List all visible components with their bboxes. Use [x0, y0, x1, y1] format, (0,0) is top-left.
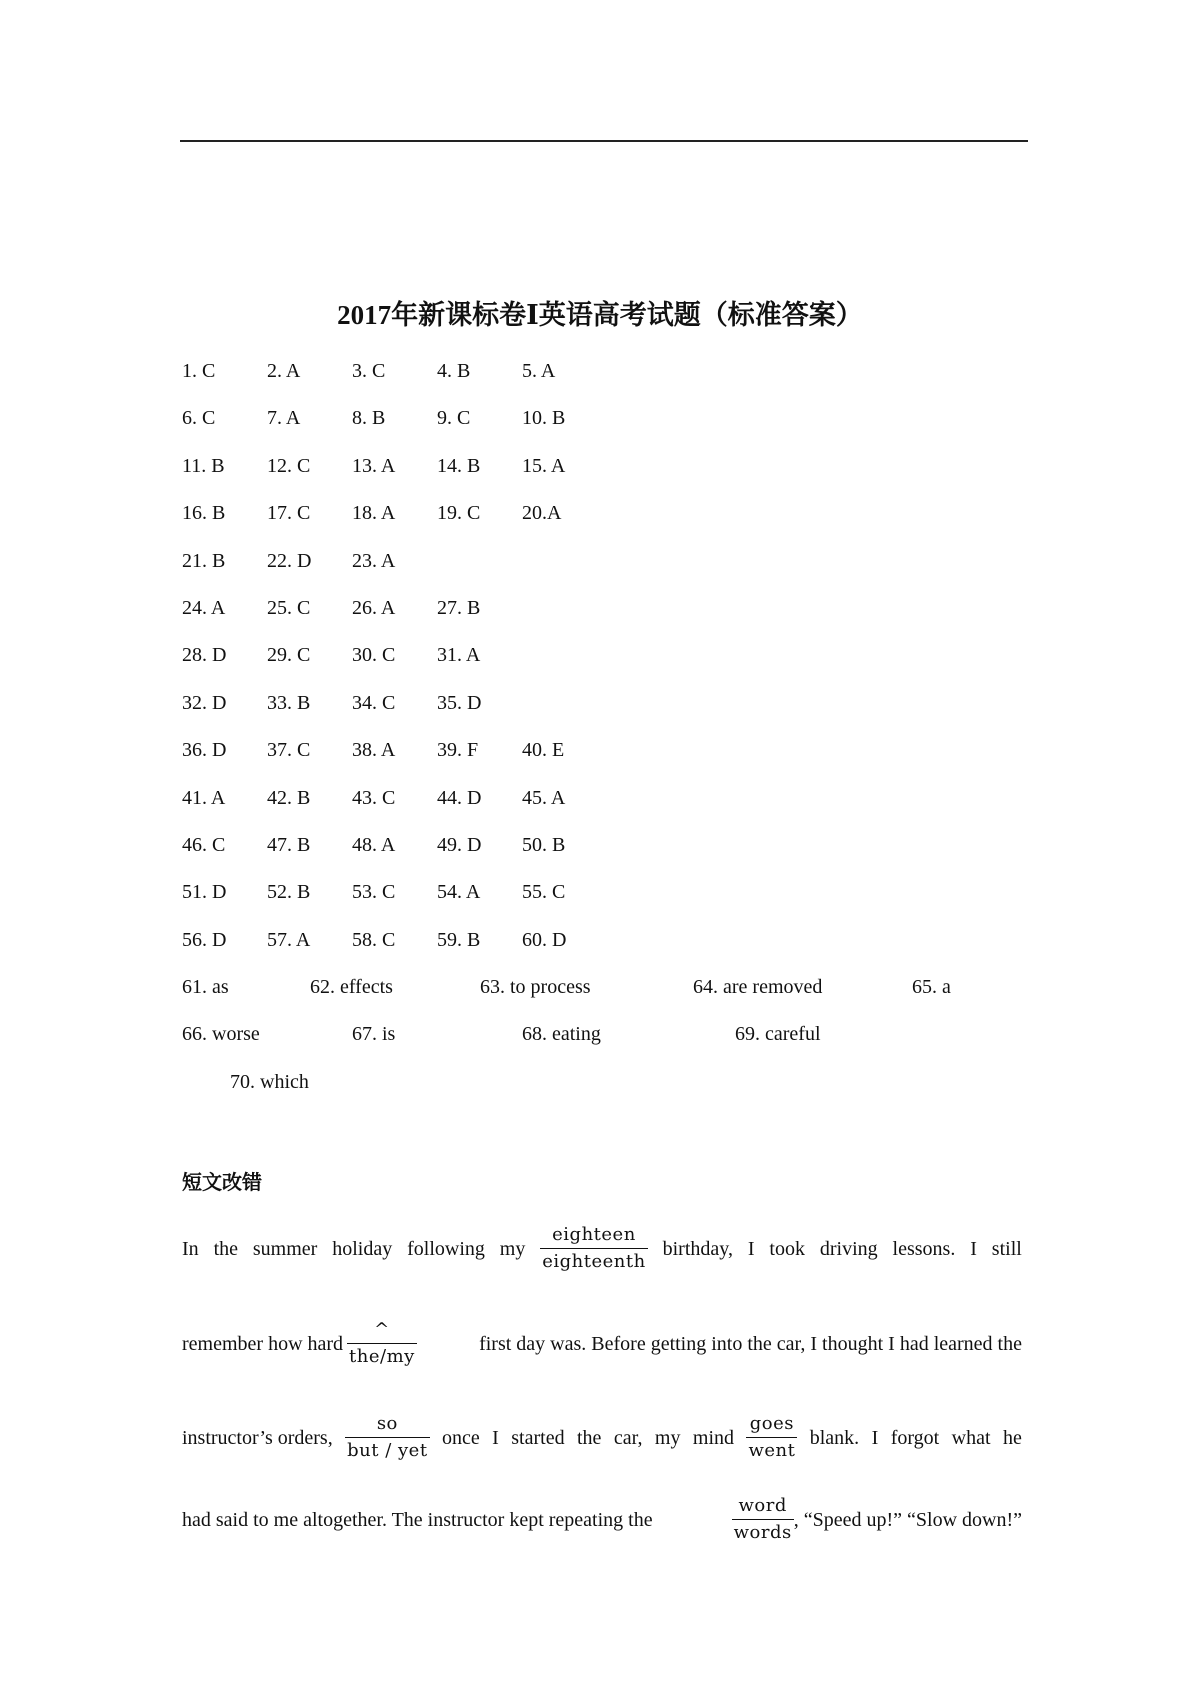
- answer-item: 58. C: [352, 928, 396, 951]
- header-rule: [180, 140, 1028, 142]
- answer-item: 60. D: [522, 928, 567, 951]
- answer-item: 52. B: [267, 881, 311, 904]
- word: forgot: [890, 1426, 940, 1449]
- section-heading-correction: 短文改错: [182, 1170, 262, 1194]
- answer-item: 34. C: [352, 691, 396, 714]
- text-segment: first day was. Before getting into the car, I thought I had learned the: [479, 1332, 1022, 1355]
- answer-item: 1. C: [182, 360, 216, 382]
- answer-row: [182, 593, 1082, 640]
- answer-item: 21. B: [182, 549, 226, 572]
- answer-row: [182, 877, 1082, 924]
- correction-mark-words: [732, 1493, 794, 1546]
- answer-item: 40. E: [522, 739, 565, 762]
- answer-item: 36. D: [182, 739, 227, 762]
- line-end: [732, 1493, 1022, 1546]
- answer-item: 50. B: [522, 833, 566, 856]
- insert-caret: ^: [374, 1319, 390, 1340]
- answer-item: 8. B: [352, 407, 386, 430]
- answer-item: 15. A: [522, 454, 566, 477]
- answer-item: 13. A: [352, 454, 396, 477]
- answer-row: [182, 830, 1082, 877]
- answer-item: 49. D: [437, 833, 482, 856]
- answer-item: 31. A: [437, 644, 481, 667]
- answer-66: 66. worse: [182, 1023, 260, 1046]
- corrected-word: words: [733, 1522, 792, 1543]
- answer-item: 51. D: [182, 881, 227, 904]
- line-start: [182, 1317, 417, 1370]
- answer-item: 5. A: [522, 360, 556, 382]
- word: my: [654, 1426, 681, 1449]
- answer-item: 48. A: [352, 833, 396, 856]
- corrected-word: the/my: [349, 1346, 415, 1367]
- word: I: [492, 1426, 499, 1449]
- word: started: [511, 1426, 565, 1449]
- answer-key: [182, 356, 1082, 1114]
- word: my: [499, 1237, 526, 1260]
- answer-item: 53. C: [352, 881, 396, 904]
- answer-row: [182, 498, 1082, 545]
- answer-item: 2. A: [267, 360, 301, 382]
- answer-item: 54. A: [437, 881, 481, 904]
- answer-row: [182, 640, 1082, 687]
- answer-item: 23. A: [352, 549, 396, 572]
- word: following: [407, 1237, 485, 1260]
- answer-item: 28. D: [182, 644, 227, 667]
- word: still: [991, 1237, 1022, 1260]
- word: birthday,: [662, 1237, 733, 1260]
- word: I: [747, 1237, 755, 1260]
- word: lessons.: [892, 1237, 956, 1260]
- answer-item: 33. B: [267, 691, 311, 714]
- correction-mark-insert: [347, 1317, 417, 1370]
- correction-line-1: [182, 1222, 1022, 1275]
- answer-row: [182, 546, 1082, 593]
- answer-item: 22. D: [267, 549, 312, 572]
- answer-item: 12. C: [267, 454, 311, 477]
- answer-item: 29. C: [267, 644, 311, 667]
- text-segment: remember how hard: [182, 1332, 344, 1355]
- answer-row-66-69: [182, 1019, 1082, 1066]
- answer-item: 4. B: [437, 360, 471, 382]
- corrected-word: but / yet: [347, 1440, 428, 1461]
- answer-item: 43. C: [352, 786, 396, 809]
- answer-item: 3. C: [352, 360, 386, 382]
- correction-mark-went: [746, 1411, 797, 1464]
- word: In: [182, 1237, 199, 1260]
- word: mind: [692, 1426, 735, 1449]
- text-segment: had said to me altogether. The instructor kept repeating the: [182, 1508, 653, 1531]
- answer-item: 44. D: [437, 786, 482, 809]
- answer-item: 47. B: [267, 833, 311, 856]
- correction-mark-eighteenth: [540, 1222, 647, 1275]
- answer-item: 18. A: [352, 502, 396, 525]
- correction-mark-but: [345, 1411, 429, 1464]
- answer-item: 42. B: [267, 786, 311, 809]
- answer-item: 17. C: [267, 502, 311, 525]
- answer-item: 11. B: [182, 454, 225, 477]
- word: summer: [252, 1237, 318, 1260]
- answer-item: 59. B: [437, 928, 481, 951]
- correction-line-3: [182, 1411, 1022, 1464]
- answer-item: 41. A: [182, 786, 226, 809]
- answer-row: [182, 688, 1082, 735]
- answer-item: 46. C: [182, 833, 226, 856]
- answer-item: 24. A: [182, 596, 226, 619]
- word: driving: [819, 1237, 878, 1260]
- answer-row-61-65: [182, 972, 1082, 1019]
- corrected-word: eighteenth: [542, 1251, 646, 1272]
- correction-line-2: [182, 1317, 1022, 1370]
- answer-62: 62. effects: [310, 976, 393, 999]
- answer-item: 10. B: [522, 407, 566, 430]
- word: what: [951, 1426, 991, 1449]
- answer-item: 9. C: [437, 407, 471, 430]
- answer-item: 26. A: [352, 596, 396, 619]
- answer-item: 32. D: [182, 691, 227, 714]
- word: I: [871, 1426, 879, 1449]
- answer-item: 16. B: [182, 502, 226, 525]
- word: car,: [613, 1426, 643, 1449]
- word: once: [441, 1426, 480, 1449]
- answer-item: 20.A: [522, 502, 562, 525]
- answer-row: [182, 925, 1082, 972]
- page-title: 2017年新课标卷Ⅰ英语高考试题（标准答案）: [337, 300, 863, 330]
- answer-65: 65. a: [912, 976, 951, 999]
- word: took: [769, 1237, 805, 1260]
- word: the: [213, 1237, 238, 1260]
- text-segment: instructor’s orders,: [182, 1426, 333, 1449]
- answer-70: 70. which: [230, 1070, 309, 1093]
- word: blank.: [809, 1426, 860, 1449]
- answer-row: [182, 783, 1082, 830]
- word: he: [1002, 1426, 1022, 1449]
- text-segment: , “Speed up!” “Slow down!”: [793, 1508, 1022, 1531]
- original-word: so: [376, 1413, 398, 1434]
- answer-item: 55. C: [522, 881, 566, 904]
- answer-item: 14. B: [437, 454, 481, 477]
- answer-69: 69. careful: [735, 1023, 821, 1046]
- answer-67: 67. is: [352, 1023, 396, 1046]
- answer-item: 37. C: [267, 739, 311, 762]
- answer-row: [182, 356, 1082, 403]
- answer-item: 30. C: [352, 644, 396, 667]
- answer-item: 39. F: [437, 739, 479, 762]
- corrected-word: went: [748, 1440, 796, 1461]
- answer-61: 61. as: [182, 976, 229, 999]
- answer-item: 35. D: [437, 691, 482, 714]
- original-word: eighteen: [552, 1224, 636, 1245]
- correction-line-4: [182, 1493, 1022, 1546]
- word: the: [577, 1426, 602, 1449]
- answer-row: [182, 735, 1082, 782]
- answer-item: 57. A: [267, 928, 311, 951]
- word: holiday: [332, 1237, 393, 1260]
- answer-64: 64. are removed: [693, 976, 823, 999]
- answer-item: 19. C: [437, 502, 481, 525]
- answer-item: 25. C: [267, 596, 311, 619]
- answer-item: 38. A: [352, 739, 396, 762]
- answer-item: 27. B: [437, 596, 481, 619]
- word: I: [970, 1237, 977, 1260]
- answer-item: 45. A: [522, 786, 566, 809]
- original-word: word: [738, 1495, 787, 1516]
- answer-68: 68. eating: [522, 1023, 601, 1046]
- answer-item: 6. C: [182, 407, 216, 430]
- answer-row: [182, 403, 1082, 450]
- answer-63: 63. to process: [480, 976, 591, 999]
- original-word: goes: [749, 1413, 794, 1434]
- answer-item: 56. D: [182, 928, 227, 951]
- answer-row-70: [182, 1067, 1082, 1114]
- answer-row: [182, 451, 1082, 498]
- answer-item: 7. A: [267, 407, 301, 430]
